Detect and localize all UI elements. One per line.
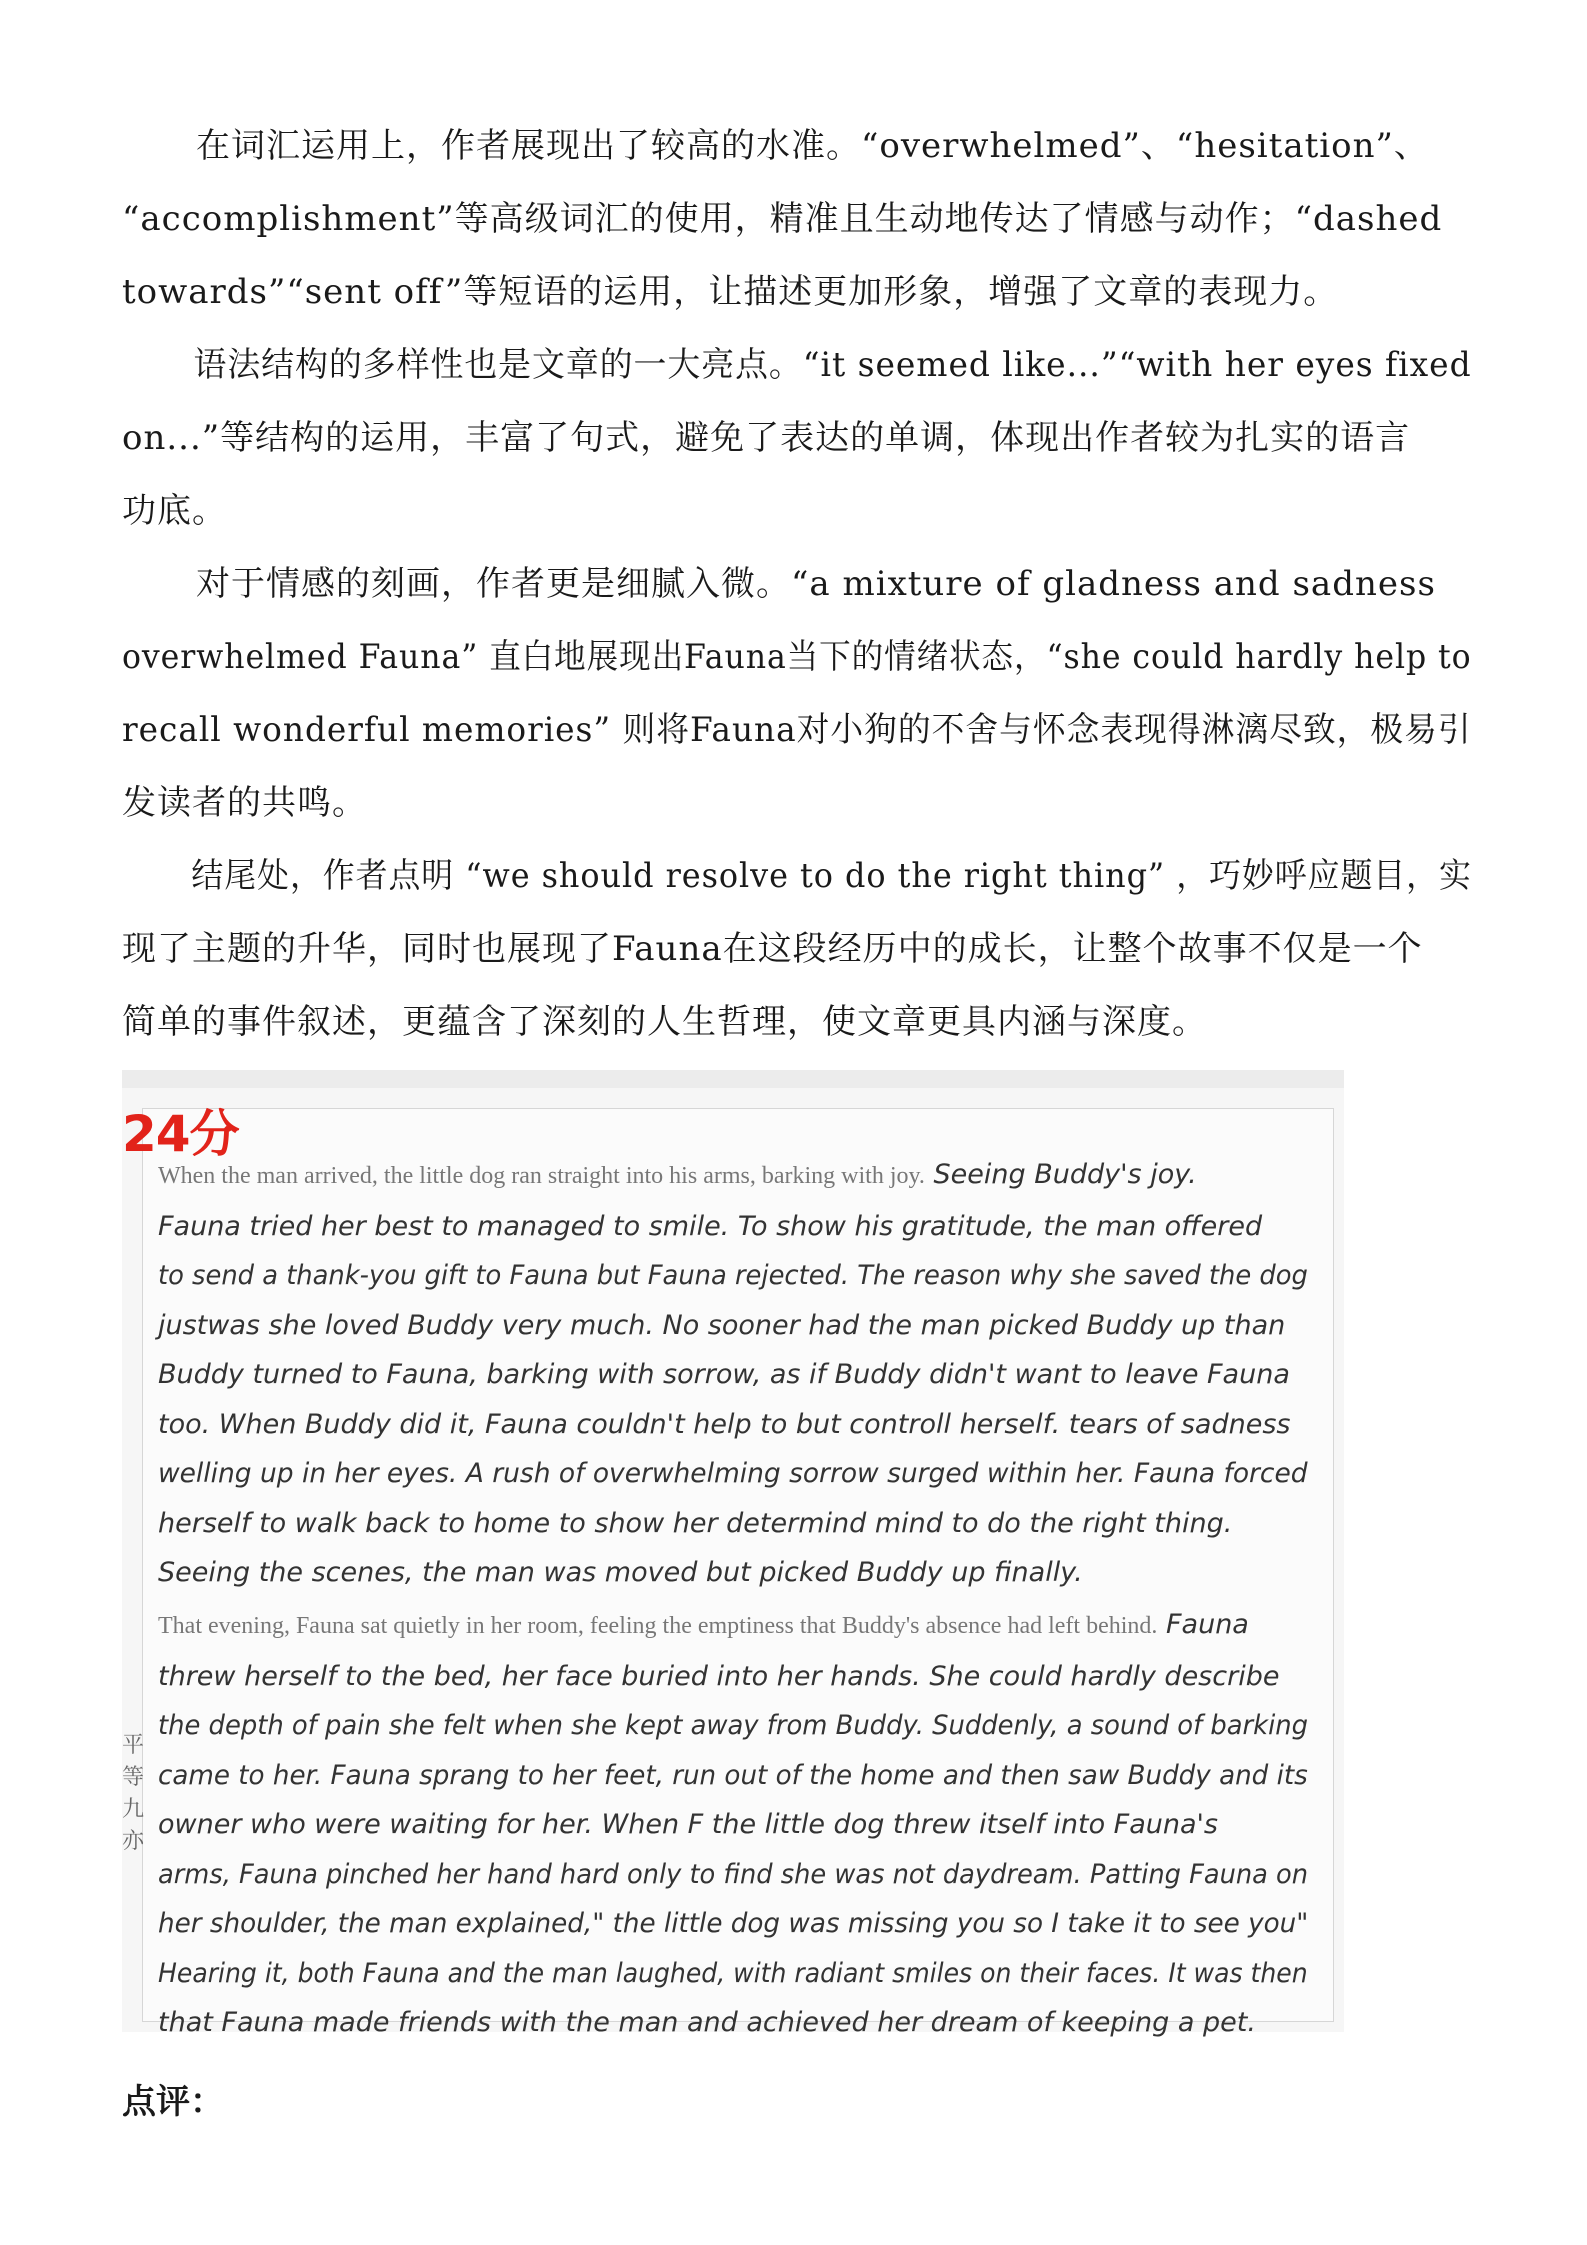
text-line: 发读者的共鸣。 (122, 783, 367, 823)
essay-line: the depth of pain she felt when she kept away from Buddy. Suddenly, a sound of barking (158, 1710, 1309, 1741)
essay-line: her shoulder, the man explained," the little dog was missing you so I take it to see you" (158, 1908, 1309, 1939)
paragraph-grammar (122, 329, 1472, 548)
paragraph-vocabulary (122, 110, 1472, 329)
essay-line: Buddy turned to Fauna, barking with sorrow, as if Buddy didn't want to leave Fauna (158, 1359, 1290, 1390)
side-vertical-label: 平 等 九 亦 (122, 1733, 145, 1854)
handwriting: Seeing Buddy's joy. (933, 1159, 1197, 1190)
essay-line: justwas she loved Buddy very much. No sooner had the man picked Buddy up than (158, 1309, 1286, 1341)
printed-prompt: That evening, Fauna sat quietly in her room, feeling the emptiness that Buddy's absence had left behind. (158, 1613, 1158, 1639)
handwriting: Fauna (1166, 1609, 1249, 1640)
essay-line: to send a thank-you gift to Fauna but Fauna rejected. The reason why she saved the dog (158, 1260, 1308, 1291)
essay-line: Fauna tried her best to managed to smile. To show his gratitude, the man offered (158, 1210, 1263, 1242)
text-line: overwhelmed Fauna” 直白地展现出Fauna当下的情绪状态，“she could hardly help to (122, 637, 1472, 677)
paragraph-emotion (122, 548, 1472, 840)
essay-line: Seeing the scenes, the man was moved but picked Buddy up finally. (158, 1557, 1083, 1588)
score-mark: 24分 (122, 1105, 239, 1163)
text-line: “accomplishment”等高级词汇的使用，精准且生动地传达了情感与动作；“dashed (122, 199, 1443, 239)
text-line: 简单的事件叙述，更蕴含了深刻的人生哲理，使文章更具内涵与深度。 (122, 1002, 1207, 1042)
paragraph-ending (122, 840, 1472, 1059)
essay-line: too. When Buddy did it, Fauna couldn't help to but controll herself. tears of sadness (158, 1408, 1291, 1440)
essay-line: arms, Fauna pinched her hand hard only to find she was not daydream. Patting Fauna on (158, 1858, 1309, 1890)
text-line: recall wonderful memories” 则将Fauna对小狗的不舍与怀念表现得淋漓尽致，极易引 (122, 710, 1472, 750)
essay-line (158, 1150, 1308, 1202)
essay-line: owner who were waiting for her. When F the little dog threw itself into Fauna's (158, 1809, 1219, 1840)
essay-line: that Fauna made friends with the man and achieved her dream of keeping a pet. (158, 2007, 1256, 2038)
text-line: 功底。 (122, 491, 227, 531)
scanned-essay-image (122, 1070, 1344, 2038)
essay-line: welling up in her eyes. A rush of overwhelming sorrow surged within her. Fauna forced (158, 1458, 1308, 1489)
text-line: 结尾处，作者点明 “we should resolve to do the right thing” ，巧妙呼应题目，实 (191, 856, 1472, 896)
text-line: towards”“sent off”等短语的运用，让描述更加形象，增强了文章的表现力。 (122, 272, 1339, 312)
text-line: 现了主题的升华，同时也展现了Fauna在这段经历中的成长，让整个故事不仅是一个 (122, 929, 1423, 969)
review-heading: 点评： (122, 2082, 224, 2122)
text-line: 语法结构的多样性也是文章的一大亮点。“it seemed like...”“with her eyes fixed (193, 345, 1472, 385)
essay-line: herself to walk back to home to show her determind mind to do the right thing. (158, 1507, 1233, 1539)
essay-paragraph-2 (158, 1600, 1308, 2048)
printed-prompt: When the man arrived, the little dog ran straight into his arms, barking with joy. (158, 1163, 925, 1189)
text-line: on...”等结构的运用，丰富了句式，避免了表达的单调，体现出作者较为扎实的语言 (122, 418, 1411, 458)
essay-line: came to her. Fauna sprang to her feet, run out of the home and then saw Buddy and its (158, 1759, 1308, 1791)
scan-top-strip (122, 1070, 1344, 1088)
text-line: 在词汇运用上，作者展现出了较高的水准。“overwhelmed”、“hesitation”、 (196, 126, 1429, 166)
text-line: 对于情感的刻画，作者更是细腻入微。“a mixture of gladness and sadness (196, 564, 1436, 604)
essay-line (158, 1600, 1308, 1652)
essay-paragraph-1 (158, 1150, 1308, 1598)
essay-line: Hearing it, both Fauna and the man laughed, with radiant smiles on their faces. It was then (158, 1957, 1308, 1989)
essay-line: threw herself to the bed, her face buried into her hands. She could hardly describe (158, 1660, 1280, 1692)
